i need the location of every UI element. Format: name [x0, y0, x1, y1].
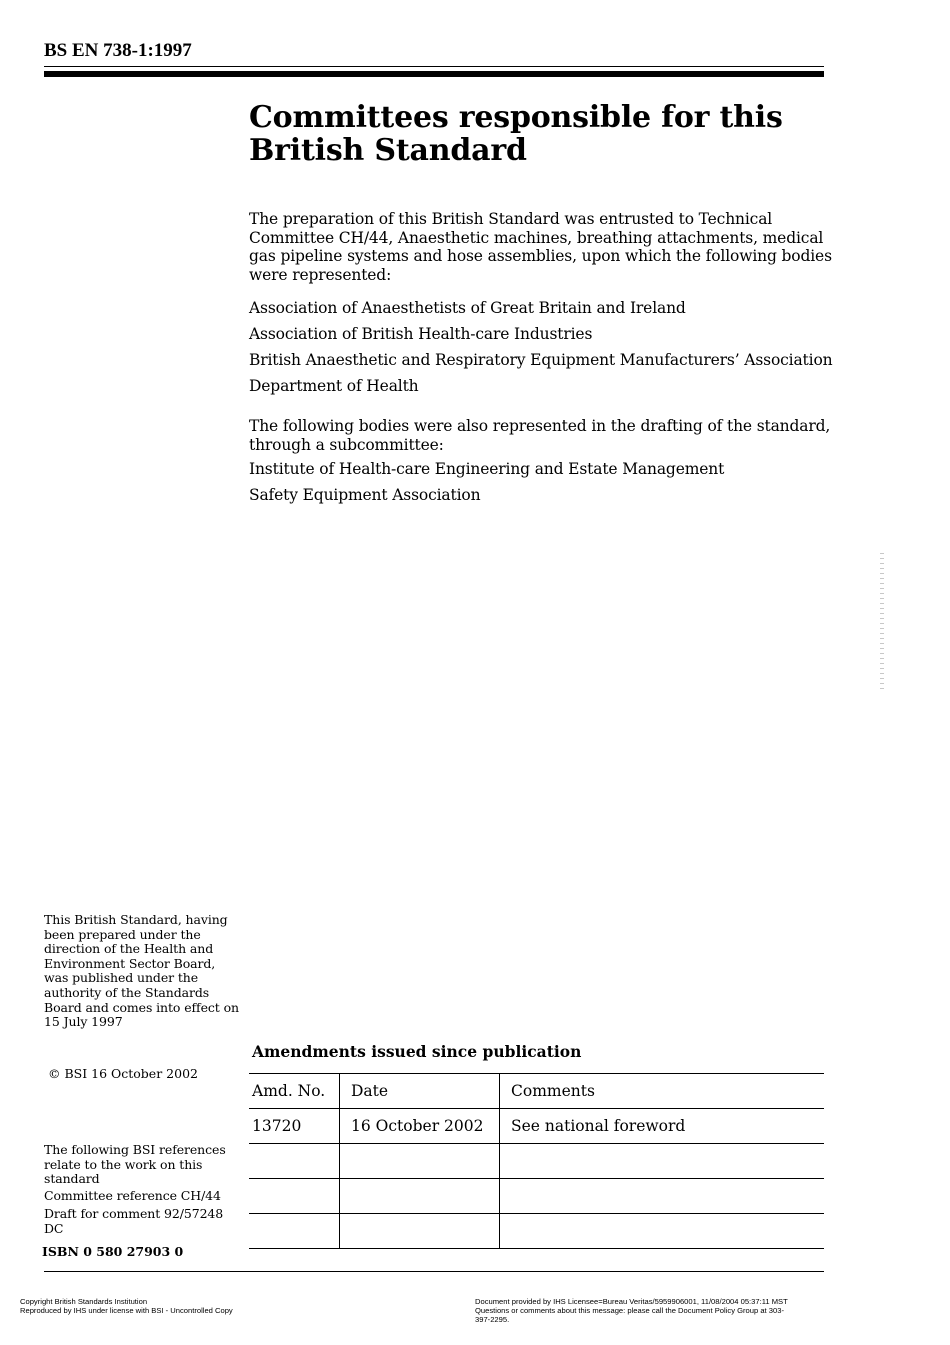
table-cell: [340, 1179, 500, 1214]
table-row: [249, 1109, 824, 1144]
footer-right: Document provided by IHS Licensee=Bureau Veritas/5959906001, 11/08/2004 05:37:11 MST Questions or comments about this message: please call the Document Policy Group at 303-397-2295.: [475, 1297, 788, 1324]
header-rule-thin: [44, 66, 824, 67]
list-item: Institute of Health-care Engineering and Estate Management: [249, 460, 725, 478]
publication-note: This British Standard, having been prepared under the direction of the Health and Environment Sector Board, was published under the authority of the Standards Board and comes into effect on 15 July 1997: [44, 912, 239, 1030]
table-cell: [249, 1179, 340, 1214]
footer-left: [20, 1297, 320, 1315]
footer-rule: [44, 1271, 824, 1272]
document-code: BS EN 738-1:1997: [44, 40, 192, 61]
list-item: Association of British Health-care Industries: [249, 325, 593, 343]
table-cell: See national foreword: [500, 1109, 825, 1144]
title-line-1: Committees responsible for this: [249, 100, 783, 135]
table-cell: [340, 1144, 500, 1179]
list-item: Safety Equipment Association: [249, 486, 481, 504]
header-rule-thick: [44, 71, 824, 77]
list-item: British Anaesthetic and Respiratory Equipment Manufacturers’ Association: [249, 351, 833, 369]
table-row: [249, 1179, 824, 1214]
table-cell: [500, 1179, 825, 1214]
page-title: [249, 101, 829, 167]
table-row: [249, 1144, 824, 1179]
table-row: [249, 1214, 824, 1249]
table-cell: 16 October 2002: [340, 1109, 500, 1144]
committee-reference: Committee reference CH/44: [44, 1188, 221, 1203]
margin-watermark: [880, 553, 884, 693]
draft-reference: Draft for comment 92/57248 DC: [44, 1206, 224, 1236]
copyright-notice: © BSI 16 October 2002: [48, 1066, 198, 1081]
table-cell: [340, 1214, 500, 1249]
intro-paragraph: The preparation of this British Standard was entrusted to Technical Committee CH/44, Anaesthetic machines, breathing attachments, medical gas pipeline systems and hose assemblies, upon which the following bodies were represented:: [249, 210, 832, 284]
column-header: Date: [340, 1074, 500, 1109]
represented-bodies-list: [249, 295, 849, 399]
list-item: Department of Health: [249, 377, 419, 395]
table-header-row: [249, 1074, 824, 1109]
amendments-title: Amendments issued since publication: [252, 1042, 582, 1061]
column-header: Amd. No.: [249, 1074, 340, 1109]
isbn: ISBN 0 580 27903 0: [42, 1244, 184, 1259]
list-item: Association of Anaesthetists of Great Britain and Ireland: [249, 299, 686, 317]
amendments-table: [249, 1073, 824, 1249]
subcommittee-paragraph: The following bodies were also represented in the drafting of the standard, through a subcommittee:: [249, 417, 831, 454]
subcommittee-bodies-list: [249, 456, 849, 508]
table-cell: 13720: [249, 1109, 340, 1144]
table-cell: [249, 1214, 340, 1249]
table-cell: [500, 1144, 825, 1179]
footer-copyright: Copyright British Standards Institution: [20, 1297, 148, 1306]
footer-license: Reproduced by IHS under license with BSI - Uncontrolled Copy: [20, 1306, 233, 1315]
references-intro: The following BSI references relate to the work on this standard: [44, 1142, 226, 1187]
column-header: Comments: [500, 1074, 825, 1109]
table-cell: [500, 1214, 825, 1249]
title-line-2: British Standard: [249, 133, 527, 168]
table-cell: [249, 1144, 340, 1179]
